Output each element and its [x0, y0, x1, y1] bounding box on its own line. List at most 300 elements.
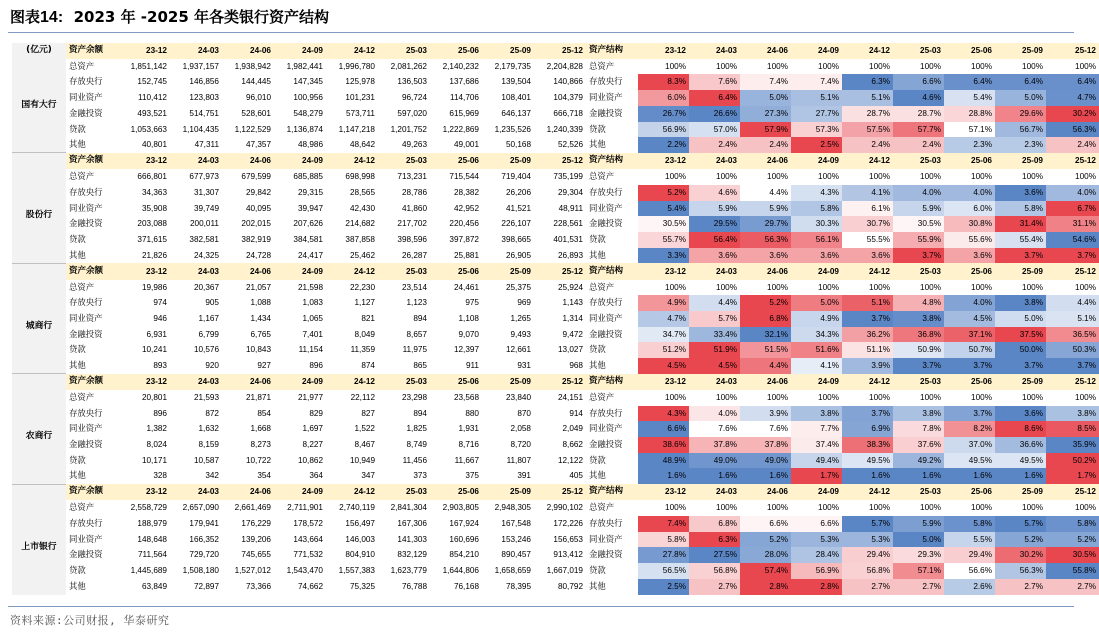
structure-cell: 5.2% [740, 295, 791, 311]
amount-cell: 220,456 [449, 219, 479, 229]
row-label: 同业资产 [69, 312, 103, 323]
group-header-row [12, 43, 1099, 59]
amount-cell: 713,231 [397, 172, 427, 182]
amount-cell: 771,532 [293, 550, 323, 560]
amount-cell: 1,136,874 [286, 124, 323, 134]
period-header: 24-06 [740, 43, 791, 59]
structure-cell: 27.7% [791, 106, 842, 122]
structure-cell: 2.2% [638, 137, 689, 153]
row-label: 金融投资 [69, 218, 103, 229]
structure-cell: 31.4% [995, 216, 1046, 232]
amount-cell: 913,412 [553, 550, 583, 560]
amount-cell: 200,011 [190, 219, 219, 229]
structure-cell: 30.5% [638, 216, 689, 232]
structure-cell: 100% [1022, 503, 1043, 513]
period-header: 25-06 [944, 374, 995, 390]
row-label: 总资产 [589, 171, 615, 182]
amount-cell: 1,265 [510, 313, 531, 323]
structure-cell: 27.8% [638, 547, 689, 563]
amount-cell: 573,711 [346, 108, 375, 118]
amount-cell: 1,123 [406, 298, 427, 308]
structure-cell: 2.8% [740, 579, 791, 595]
period-header: 25-12 [1046, 153, 1099, 169]
amount-cell: 2,711,901 [287, 503, 323, 513]
table-row [12, 327, 1099, 343]
unit-label-cell [12, 153, 66, 169]
structure-cell: 55.8% [1046, 563, 1099, 579]
amount-cell: 9,070 [458, 329, 479, 339]
structure-cell: 5.1% [791, 90, 842, 106]
amount-cell: 143,664 [293, 534, 323, 544]
amount-cell: 24,325 [193, 250, 219, 260]
amount-cell: 8,467 [354, 440, 375, 450]
row-label: 其他 [589, 360, 606, 371]
structure-cell: 56.4% [689, 232, 740, 248]
amount-cell: 514,751 [189, 108, 219, 118]
period-header: 24-09 [791, 153, 842, 169]
structure-cell: 3.9% [842, 358, 893, 374]
structure-cell: 55.5% [842, 232, 893, 248]
structure-cell: 29.4% [944, 547, 995, 563]
amount-cell: 6,765 [250, 329, 271, 339]
period-header: 25-06 [430, 153, 482, 169]
amount-cell: 894 [413, 313, 427, 323]
structure-cell: 100% [1075, 392, 1096, 402]
structure-cell: 2.4% [740, 137, 791, 153]
amount-cell: 23,840 [505, 392, 531, 402]
amount-cell: 548,279 [293, 108, 323, 118]
period-header: 25-06 [430, 484, 482, 500]
period-header: 25-12 [1046, 374, 1099, 390]
row-label: 其他 [589, 580, 606, 591]
amount-cell: 931 [517, 361, 531, 371]
amount-cell: 9,493 [510, 329, 531, 339]
structure-cell: 100% [971, 282, 992, 292]
structure-cell: 3.7% [842, 406, 893, 422]
structure-cell: 56.9% [791, 563, 842, 579]
amount-cell: 24,461 [453, 282, 479, 292]
amount-cell: 125,978 [345, 77, 375, 87]
structure-cell: 56.8% [689, 563, 740, 579]
structure-cell: 1.6% [638, 468, 689, 484]
amount-cell: 969 [517, 298, 531, 308]
amount-cell: 401,531 [553, 234, 583, 244]
structure-cell: 55.7% [638, 232, 689, 248]
row-label: 存放央行 [589, 407, 623, 418]
structure-cell: 3.7% [944, 358, 995, 374]
amount-cell: 217,702 [397, 219, 427, 229]
amount-cell: 1,240,339 [546, 124, 583, 134]
amount-cell: 8,273 [250, 440, 271, 450]
amount-cell: 854 [257, 408, 271, 418]
period-header: 25-03 [378, 374, 430, 390]
amount-cell: 2,204,828 [546, 61, 583, 71]
amount-cell: 391 [517, 471, 531, 481]
structure-cell: 38.6% [638, 437, 689, 453]
structure-cell: 30.2% [995, 547, 1046, 563]
amount-cell: 711,564 [138, 550, 167, 560]
structure-cell: 56.1% [791, 232, 842, 248]
structure-cell: 100% [1075, 282, 1096, 292]
structure-cell: 1.6% [689, 468, 740, 484]
period-header: 23-12 [118, 374, 170, 390]
amount-cell: 1,104,435 [182, 124, 219, 134]
amount-cell: 80,792 [557, 581, 583, 591]
amount-cell: 2,661,469 [234, 503, 271, 513]
structure-cell: 29.5% [689, 216, 740, 232]
period-header: 24-03 [689, 43, 740, 59]
amount-cell: 905 [205, 298, 219, 308]
structure-cell: 36.5% [1046, 327, 1099, 343]
structure-cell: 49.0% [689, 453, 740, 469]
table-row [12, 406, 1099, 422]
structure-cell: 5.9% [893, 201, 944, 217]
amount-cell: 207,626 [293, 219, 323, 229]
structure-cell: 28.7% [893, 106, 944, 122]
structure-cell: 5.0% [893, 532, 944, 548]
amount-cell: 28,786 [401, 187, 427, 197]
structure-cell: 49.0% [740, 453, 791, 469]
amount-cell: 26,287 [401, 250, 427, 260]
structure-cell: 29.7% [740, 216, 791, 232]
row-label: 存放央行 [69, 186, 103, 197]
period-header: 25-03 [893, 263, 944, 279]
amount-cell: 22,230 [349, 282, 375, 292]
period-header: 25-09 [995, 374, 1046, 390]
structure-header: 资产结构 [586, 263, 638, 279]
amount-cell: 41,860 [401, 203, 427, 213]
structure-cell: 7.7% [791, 421, 842, 437]
period-header: 23-12 [638, 484, 689, 500]
amount-cell: 1,938,942 [234, 61, 271, 71]
amount-cell: 2,049 [562, 424, 583, 434]
amount-cell: 1,851,142 [130, 61, 167, 71]
structure-cell: 30.2% [1046, 106, 1099, 122]
structure-cell: 5.7% [995, 516, 1046, 532]
amount-cell: 8,024 [146, 440, 167, 450]
amount-cell: 1,623,779 [390, 566, 427, 576]
amount-cell: 347 [361, 471, 375, 481]
amount-cell: 148,648 [137, 534, 167, 544]
amount-cell: 146,003 [345, 534, 375, 544]
structure-cell: 30.5% [893, 216, 944, 232]
structure-cell: 4.3% [791, 185, 842, 201]
structure-cell: 100% [716, 503, 737, 513]
figure-number: 14: [40, 9, 64, 26]
amount-cell: 1,982,441 [286, 61, 323, 71]
amount-cell: 10,587 [193, 455, 219, 465]
amount-cell: 137,686 [449, 77, 479, 87]
amount-cell: 78,395 [505, 581, 531, 591]
structure-cell: 100% [920, 172, 941, 182]
structure-cell: 50.0% [995, 342, 1046, 358]
amount-cell: 911 [465, 361, 479, 371]
period-header: 25-12 [1046, 484, 1099, 500]
amount-cell: 8,159 [198, 440, 219, 450]
amount-cell: 49,263 [401, 140, 427, 150]
structure-cell: 100% [665, 392, 686, 402]
period-header: 24-09 [274, 263, 326, 279]
structure-cell: 100% [665, 61, 686, 71]
amount-cell: 1,235,526 [494, 124, 531, 134]
amount-cell: 874 [361, 361, 375, 371]
structure-cell: 49.5% [995, 453, 1046, 469]
structure-cell: 56.6% [944, 563, 995, 579]
structure-cell: 26.7% [638, 106, 689, 122]
period-header: 25-03 [893, 484, 944, 500]
amount-cell: 24,417 [297, 250, 323, 260]
structure-cell: 36.2% [842, 327, 893, 343]
amount-cell: 1,527,012 [234, 566, 271, 576]
structure-cell: 100% [869, 61, 890, 71]
amount-cell: 226,107 [501, 219, 531, 229]
amount-cell: 25,924 [557, 282, 583, 292]
bank-group-label: 上市银行 [12, 500, 66, 594]
amount-cell: 160,696 [449, 534, 479, 544]
table-row [12, 532, 1099, 548]
row-label: 存放央行 [589, 186, 623, 197]
page-title [10, 6, 329, 27]
amount-cell: 139,206 [241, 534, 271, 544]
structure-cell: 37.1% [944, 327, 995, 343]
amount-cell: 8,749 [406, 440, 427, 450]
amount-cell: 2,841,304 [390, 503, 427, 513]
structure-cell: 33.4% [689, 327, 740, 343]
period-header: 25-06 [430, 263, 482, 279]
table-row [12, 185, 1099, 201]
amount-cell: 11,667 [454, 455, 479, 465]
row-label: 总资产 [69, 502, 95, 513]
amount-cell: 100,956 [293, 93, 323, 103]
structure-cell: 4.5% [944, 311, 995, 327]
row-label: 存放央行 [69, 407, 103, 418]
row-label: 贷款 [589, 233, 606, 244]
structure-cell: 100% [818, 61, 839, 71]
structure-cell: 51.2% [638, 342, 689, 358]
amount-cell: 10,949 [349, 455, 375, 465]
table-row [12, 169, 1099, 185]
row-label: 总资产 [589, 391, 615, 402]
structure-cell: 5.9% [740, 201, 791, 217]
bank-group-label: 城商行 [12, 280, 66, 374]
amount-cell: 74,662 [297, 581, 323, 591]
period-header: 24-09 [791, 484, 842, 500]
amount-cell: 146,856 [189, 77, 219, 87]
table-row [12, 453, 1099, 469]
amount-cell: 21,871 [245, 392, 271, 402]
period-header: 25-06 [944, 153, 995, 169]
structure-cell: 55.4% [995, 232, 1046, 248]
amount-cell: 342 [205, 471, 219, 481]
period-header: 24-06 [222, 374, 274, 390]
amount-cell: 48,986 [297, 140, 323, 150]
structure-cell: 30.3% [791, 216, 842, 232]
structure-cell: 2.8% [791, 579, 842, 595]
structure-cell: 54.6% [1046, 232, 1099, 248]
row-label: 同业资产 [589, 312, 623, 323]
structure-cell: 6.0% [638, 90, 689, 106]
structure-cell: 2.5% [638, 579, 689, 595]
structure-cell: 3.8% [995, 295, 1046, 311]
amount-cell: 11,975 [402, 345, 427, 355]
table-row [12, 106, 1099, 122]
structure-cell: 51.6% [791, 342, 842, 358]
period-header: 23-12 [638, 43, 689, 59]
structure-cell: 100% [869, 392, 890, 402]
period-header: 25-09 [482, 263, 534, 279]
period-header: 25-12 [1046, 43, 1099, 59]
row-label: 其他 [69, 249, 86, 260]
row-label: 贷款 [589, 344, 606, 355]
amount-cell: 9,472 [562, 329, 583, 339]
structure-cell: 6.8% [740, 311, 791, 327]
structure-cell: 56.9% [638, 122, 689, 138]
structure-cell: 50.9% [893, 342, 944, 358]
period-header: 25-09 [482, 484, 534, 500]
structure-cell: 1.7% [791, 468, 842, 484]
structure-cell: 7.6% [740, 421, 791, 437]
structure-cell: 100% [665, 282, 686, 292]
structure-cell: 4.9% [791, 311, 842, 327]
amount-cell: 896 [309, 361, 323, 371]
period-header: 25-12 [534, 43, 586, 59]
structure-cell: 8.3% [638, 74, 689, 90]
amount-cell: 178,572 [293, 519, 323, 529]
amount-cell: 729,720 [189, 550, 219, 560]
period-header: 25-03 [893, 153, 944, 169]
table-row [12, 358, 1099, 374]
row-label: 总资产 [589, 502, 615, 513]
table-row [12, 579, 1099, 595]
structure-cell: 3.6% [689, 248, 740, 264]
period-header: 24-06 [740, 484, 791, 500]
period-header: 25-12 [534, 263, 586, 279]
amount-cell: 1,143 [562, 298, 583, 308]
structure-cell: 5.2% [1046, 532, 1099, 548]
period-header: 25-09 [995, 43, 1046, 59]
structure-cell: 7.6% [689, 74, 740, 90]
amount-cell: 1,127 [354, 298, 375, 308]
amount-cell: 10,862 [297, 455, 323, 465]
structure-cell: 5.2% [638, 185, 689, 201]
amount-cell: 10,843 [245, 345, 271, 355]
amount-cell: 28,382 [453, 187, 479, 197]
amount-cell: 974 [153, 298, 167, 308]
structure-cell: 38.3% [842, 437, 893, 453]
structure-cell: 6.0% [944, 201, 995, 217]
structure-cell: 34.7% [638, 327, 689, 343]
amount-cell: 804,910 [345, 550, 375, 560]
amount-cell: 715,544 [449, 172, 479, 182]
structure-cell: 100% [869, 503, 890, 513]
period-header: 25-12 [1046, 263, 1099, 279]
amount-cell: 2,058 [510, 424, 531, 434]
table-row [12, 216, 1099, 232]
structure-cell: 56.8% [842, 563, 893, 579]
period-header: 25-06 [430, 43, 482, 59]
amount-cell: 2,990,102 [546, 503, 583, 513]
row-label: 存放央行 [589, 76, 623, 87]
amount-cell: 104,379 [553, 93, 583, 103]
amount-cell: 893 [153, 361, 167, 371]
structure-cell: 29.6% [995, 106, 1046, 122]
group-header-row [12, 374, 1099, 390]
structure-cell: 3.7% [1046, 358, 1099, 374]
structure-cell: 6.3% [842, 74, 893, 90]
structure-cell: 26.6% [689, 106, 740, 122]
period-header: 24-06 [740, 153, 791, 169]
structure-cell: 57.3% [791, 122, 842, 138]
structure-cell: 5.3% [842, 532, 893, 548]
structure-cell: 31.1% [1046, 216, 1099, 232]
amount-cell: 101,231 [345, 93, 375, 103]
structure-cell: 3.9% [740, 406, 791, 422]
structure-cell: 4.6% [689, 185, 740, 201]
row-label: 贷款 [589, 123, 606, 134]
period-header: 25-09 [995, 153, 1046, 169]
amount-header: 资产余额 [66, 153, 118, 169]
structure-cell: 100% [818, 282, 839, 292]
structure-cell: 1.6% [893, 468, 944, 484]
row-label: 存放央行 [69, 76, 103, 87]
structure-cell: 3.8% [893, 311, 944, 327]
structure-cell: 4.5% [638, 358, 689, 374]
amount-cell: 50,168 [505, 140, 531, 150]
amount-cell: 1,667,019 [546, 566, 583, 576]
amount-cell: 167,306 [397, 519, 427, 529]
structure-cell: 4.7% [1046, 90, 1099, 106]
amount-cell: 405 [569, 471, 583, 481]
structure-cell: 100% [971, 503, 992, 513]
amount-cell: 7,401 [302, 329, 323, 339]
structure-cell: 8.6% [995, 421, 1046, 437]
unit-label-cell: (亿元) [12, 43, 66, 59]
amount-cell: 1,065 [302, 313, 323, 323]
amount-cell: 12,122 [557, 455, 583, 465]
structure-cell: 5.7% [689, 311, 740, 327]
structure-cell: 100% [920, 282, 941, 292]
period-header: 24-03 [689, 153, 740, 169]
amount-cell: 1,088 [250, 298, 271, 308]
amount-cell: 10,576 [193, 345, 219, 355]
table-body [12, 43, 1099, 595]
structure-cell: 37.0% [944, 437, 995, 453]
structure-cell: 50.7% [944, 342, 995, 358]
structure-cell: 6.7% [1046, 201, 1099, 217]
amount-cell: 1,668 [250, 424, 271, 434]
period-header: 23-12 [118, 43, 170, 59]
table-row [12, 295, 1099, 311]
bank-group-label: 农商行 [12, 390, 66, 484]
amount-cell: 25,881 [453, 250, 479, 260]
structure-cell: 37.8% [689, 437, 740, 453]
amount-cell: 49,001 [453, 140, 479, 150]
structure-cell: 5.2% [740, 532, 791, 548]
table-row [12, 248, 1099, 264]
table-row [12, 421, 1099, 437]
amount-cell: 880 [465, 408, 479, 418]
structure-cell: 100% [920, 392, 941, 402]
structure-cell: 100% [767, 61, 788, 71]
structure-cell: 57.0% [689, 122, 740, 138]
structure-cell: 6.1% [842, 201, 893, 217]
structure-cell: 4.4% [1046, 295, 1099, 311]
structure-cell: 32.1% [740, 327, 791, 343]
period-header: 23-12 [638, 153, 689, 169]
structure-cell: 4.4% [740, 358, 791, 374]
table-row [12, 390, 1099, 406]
structure-cell: 100% [665, 172, 686, 182]
